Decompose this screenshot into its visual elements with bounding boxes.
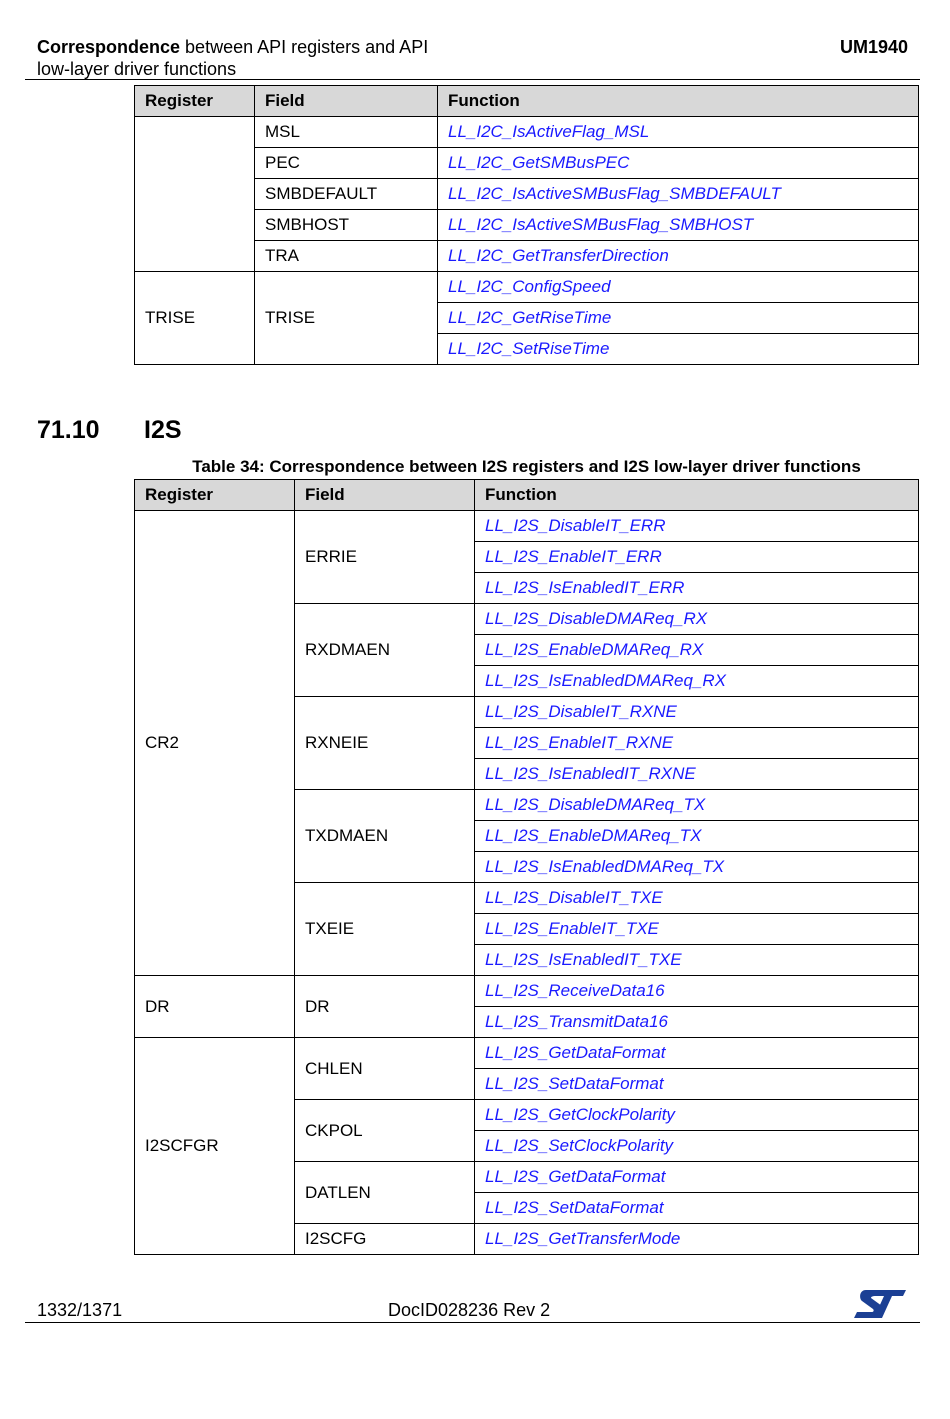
field-cell: DR [295, 976, 475, 1038]
table-row [135, 117, 919, 148]
function-link[interactable]: LL_I2S_IsEnabledDMAReq_TX [475, 852, 919, 883]
header-title-rest: between API registers and API [180, 37, 429, 57]
function-link[interactable]: LL_I2S_IsEnabledIT_ERR [475, 573, 919, 604]
function-link[interactable]: LL_I2S_SetClockPolarity [475, 1131, 919, 1162]
st-logo-icon [852, 1288, 908, 1320]
header-title-line2: low-layer driver functions [37, 59, 237, 79]
function-link[interactable]: LL_I2S_DisableIT_TXE [475, 883, 919, 914]
i2s-table [134, 479, 919, 1255]
i2c-table [134, 85, 919, 365]
function-link[interactable]: LL_I2C_IsActiveSMBusFlag_SMBDEFAULT [438, 179, 919, 210]
section-number: 71.10 [37, 416, 100, 444]
header-register: Register [135, 480, 295, 511]
field-cell: TRISE [255, 272, 438, 365]
function-link[interactable]: LL_I2S_IsEnabledIT_RXNE [475, 759, 919, 790]
function-link[interactable]: LL_I2S_EnableIT_ERR [475, 542, 919, 573]
function-link[interactable]: LL_I2C_IsActiveSMBusFlag_SMBHOST [438, 210, 919, 241]
field-cell: RXNEIE [295, 697, 475, 790]
field-cell: I2SCFG [295, 1224, 475, 1255]
field-cell: DATLEN [295, 1162, 475, 1224]
function-link[interactable]: LL_I2C_GetRiseTime [438, 303, 919, 334]
function-link[interactable]: LL_I2C_GetSMBusPEC [438, 148, 919, 179]
header-divider [25, 79, 920, 80]
function-link[interactable]: LL_I2S_GetDataFormat [475, 1038, 919, 1069]
table-row [135, 272, 919, 303]
field-cell: CHLEN [295, 1038, 475, 1100]
function-link[interactable]: LL_I2S_TransmitData16 [475, 1007, 919, 1038]
header-function: Function [475, 480, 919, 511]
doc-id: DocID028236 Rev 2 [388, 1300, 551, 1320]
function-link[interactable]: LL_I2S_ReceiveData16 [475, 976, 919, 1007]
register-cell-empty [135, 117, 255, 272]
page-number: 1332/1371 [37, 1300, 123, 1320]
function-link[interactable]: LL_I2S_DisableDMAReq_TX [475, 790, 919, 821]
function-link[interactable]: LL_I2S_EnableIT_RXNE [475, 728, 919, 759]
function-link[interactable]: LL_I2S_SetDataFormat [475, 1069, 919, 1100]
table-caption: Table 34: Correspondence between I2S registers and I2S low-layer driver functions [192, 457, 861, 476]
function-link[interactable]: LL_I2C_GetTransferDirection [438, 241, 919, 272]
register-cell: TRISE [135, 272, 255, 365]
field-cell: RXDMAEN [295, 604, 475, 697]
function-link[interactable]: LL_I2S_EnableDMAReq_RX [475, 635, 919, 666]
field-cell: SMBDEFAULT [255, 179, 438, 210]
table-header-row [135, 480, 919, 511]
field-cell: PEC [255, 148, 438, 179]
header-title-bold: Correspondence [37, 37, 181, 57]
function-link[interactable]: LL_I2S_DisableDMAReq_RX [475, 604, 919, 635]
table-row [135, 976, 919, 1007]
function-link[interactable]: LL_I2S_DisableIT_ERR [475, 511, 919, 542]
function-link[interactable]: LL_I2S_EnableDMAReq_TX [475, 821, 919, 852]
function-link[interactable]: LL_I2S_GetTransferMode [475, 1224, 919, 1255]
field-cell: CKPOL [295, 1100, 475, 1162]
function-link[interactable]: LL_I2S_GetDataFormat [475, 1162, 919, 1193]
register-cell: CR2 [135, 511, 295, 976]
function-link[interactable]: LL_I2S_IsEnabledIT_TXE [475, 945, 919, 976]
function-link[interactable]: LL_I2S_EnableIT_TXE [475, 914, 919, 945]
section-title: I2S [144, 416, 182, 444]
doc-code: UM1940 [839, 37, 908, 57]
table-row [135, 1038, 919, 1069]
header-title [37, 36, 428, 80]
header-field: Field [295, 480, 475, 511]
field-cell: MSL [255, 117, 438, 148]
function-link[interactable]: LL_I2C_ConfigSpeed [438, 272, 919, 303]
field-cell: TRA [255, 241, 438, 272]
footer-divider [25, 1322, 920, 1323]
field-cell: ERRIE [295, 511, 475, 604]
header-field: Field [255, 86, 438, 117]
field-cell: TXDMAEN [295, 790, 475, 883]
field-cell: TXEIE [295, 883, 475, 976]
header-function: Function [438, 86, 919, 117]
table-header-row [135, 86, 919, 117]
table-row [135, 511, 919, 542]
function-link[interactable]: LL_I2S_SetDataFormat [475, 1193, 919, 1224]
function-link[interactable]: LL_I2S_IsEnabledDMAReq_RX [475, 666, 919, 697]
function-link[interactable]: LL_I2S_GetClockPolarity [475, 1100, 919, 1131]
function-link[interactable]: LL_I2C_IsActiveFlag_MSL [438, 117, 919, 148]
function-link[interactable]: LL_I2S_DisableIT_RXNE [475, 697, 919, 728]
header-register: Register [135, 86, 255, 117]
field-cell: SMBHOST [255, 210, 438, 241]
register-cell: DR [135, 976, 295, 1038]
register-cell: I2SCFGR [135, 1038, 295, 1255]
function-link[interactable]: LL_I2C_SetRiseTime [438, 334, 919, 365]
st-logo [852, 1288, 908, 1325]
